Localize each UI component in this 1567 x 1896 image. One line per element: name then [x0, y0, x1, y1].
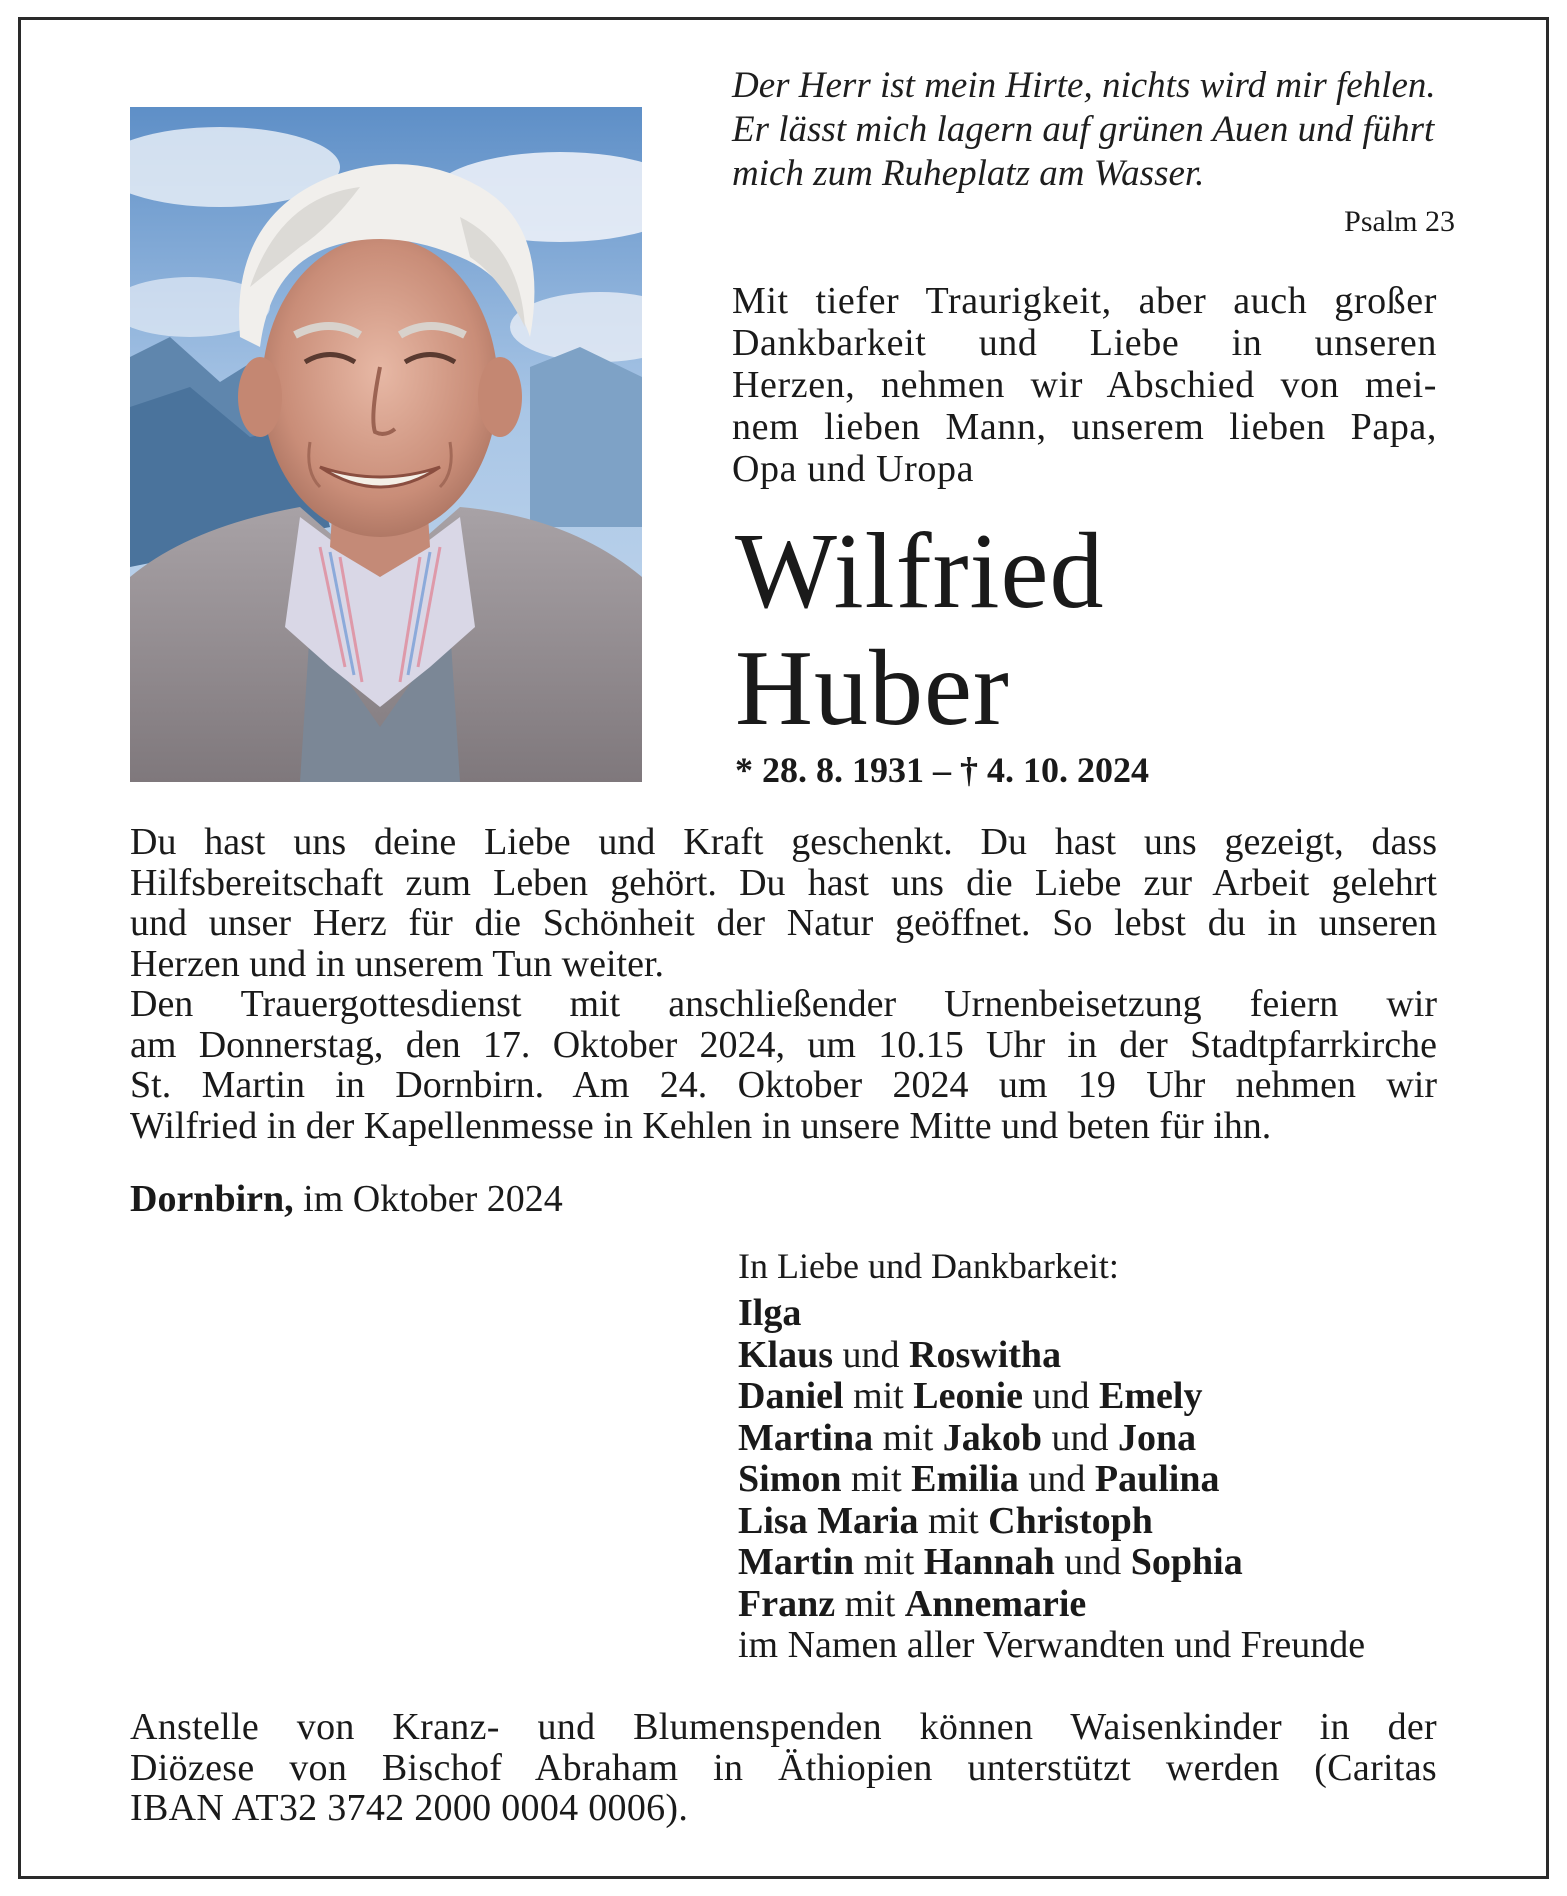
tribute-text	[130, 822, 1437, 1146]
intro-line: Mit tiefer Traurigkeit, aber auch großer	[732, 280, 1437, 322]
mourner-line	[738, 1459, 1458, 1501]
mourner-line	[738, 1542, 1458, 1584]
mourner-line	[738, 1418, 1458, 1460]
mourner-name: Annemarie	[904, 1582, 1087, 1625]
mourner-line	[738, 1584, 1458, 1626]
mourner-connector: und	[1042, 1416, 1119, 1459]
mourner-name: Paulina	[1094, 1458, 1220, 1500]
donation-line: Anstelle von Kranz- und Blumenspenden können Waisenkinder in der	[130, 1706, 1437, 1748]
service-line: am Donnerstag, den 17. Oktober 2024, um 10.15 Uhr in der Stadtpfarrkirche	[130, 1023, 1437, 1066]
intro-line: Dankbarkeit und Liebe in unseren	[732, 322, 1437, 364]
mourner-line	[738, 1293, 1458, 1335]
mourner-line	[738, 1501, 1458, 1543]
intro-line: Opa und Uropa	[732, 448, 975, 490]
quote-source: Psalm 23	[1344, 205, 1455, 238]
mourner-connector: mit	[835, 1582, 905, 1625]
quote-line: mich zum Ruheplatz am Wasser.	[732, 153, 1205, 194]
portrait-illustration	[130, 107, 642, 782]
tribute-line: Herzen und in unserem Tun weiter.	[130, 942, 665, 985]
mourner-name: Martina	[738, 1416, 874, 1459]
mourner-name: Lisa Maria	[738, 1499, 919, 1542]
mourner-name: Christoph	[988, 1499, 1153, 1542]
mourner-connector: mit	[841, 1458, 912, 1500]
mourner-connector: und	[1054, 1541, 1131, 1583]
mourner-name: Daniel	[738, 1375, 844, 1417]
mourners-list	[738, 1293, 1458, 1667]
mourner-name: Ilga	[738, 1292, 802, 1334]
service-line: St. Martin in Dornbirn. Am 24. Oktober 2024 um 19 Uhr nehmen wir	[130, 1064, 1437, 1106]
mourner-connector: mit	[918, 1499, 989, 1542]
mourner-name: Roswitha	[909, 1333, 1062, 1376]
donation-line: Diözese von Bischof Abraham in Äthiopien unterstützt werden (Caritas	[130, 1746, 1437, 1789]
mourner-name: Simon	[738, 1458, 842, 1500]
quote-line: Er lässt mich lagern auf grünen Auen und führt	[732, 109, 1435, 150]
mourner-connector: mit	[873, 1416, 943, 1459]
mourner-connector: und	[1018, 1458, 1095, 1500]
first-name: Wilfried	[735, 512, 1105, 631]
mourner-name: Sophia	[1130, 1541, 1243, 1583]
mourner-name: Leonie	[913, 1375, 1024, 1417]
life-dates: * 28. 8. 1931 – † 4. 10. 2024	[735, 750, 1149, 790]
mourner-connector: und	[833, 1333, 910, 1376]
place-month: im Oktober 2024	[293, 1178, 563, 1220]
mourners-closing: im Namen aller Verwandten und Freunde	[738, 1624, 1366, 1666]
tribute-line: Hilfsbereitschaft zum Leben gehört. Du hast uns die Liebe zur Arbeit gelehrt	[130, 861, 1437, 904]
mourner-name: Klaus	[738, 1333, 834, 1376]
mourner-connector: mit	[843, 1375, 914, 1417]
mourner-name: Jona	[1118, 1416, 1197, 1459]
place-date	[130, 1177, 830, 1221]
mourner-name: Jakob	[942, 1416, 1043, 1459]
mourner-line	[738, 1376, 1458, 1418]
intro-line: Herzen, nehmen wir Abschied von mei-	[732, 364, 1437, 406]
mourners-heading: In Liebe und Dankbarkeit:	[738, 1246, 1119, 1286]
mourner-line	[738, 1335, 1458, 1377]
portrait-photo	[130, 107, 642, 782]
service-line: Den Trauergottesdienst mit anschließender Urnenbeisetzung feiern wir	[130, 983, 1437, 1025]
mourner-name: Hannah	[923, 1541, 1055, 1583]
last-name: Huber	[735, 629, 1010, 748]
donation-line: IBAN AT32 3742 2000 0004 0006).	[130, 1787, 689, 1829]
mourner-connector: mit	[854, 1541, 924, 1583]
place-city: Dornbirn,	[130, 1178, 294, 1220]
service-line: Wilfried in der Kapellenmesse in Kehlen in unsere Mitte und beten für ihn.	[130, 1104, 1272, 1147]
tribute-line: Du hast uns deine Liebe und Kraft geschenkt. Du hast uns gezeigt, dass	[130, 821, 1437, 863]
mourner-name: Emely	[1099, 1375, 1203, 1417]
donation-note	[130, 1707, 1437, 1829]
psalm-quote	[732, 64, 1457, 196]
mourner-name: Emilia	[911, 1458, 1019, 1500]
mourner-name: Martin	[738, 1541, 855, 1583]
tribute-line: und unser Herz für die Schönheit der Natur geöffnet. So lebst du in unseren	[130, 902, 1437, 944]
mourner-connector: und	[1023, 1375, 1100, 1417]
intro-paragraph	[732, 280, 1437, 490]
quote-line: Der Herr ist mein Hirte, nichts wird mir fehlen.	[732, 65, 1436, 106]
deceased-name	[735, 513, 1455, 747]
mourner-name: Franz	[738, 1582, 836, 1625]
intro-line: nem lieben Mann, unserem lieben Papa,	[732, 406, 1437, 448]
